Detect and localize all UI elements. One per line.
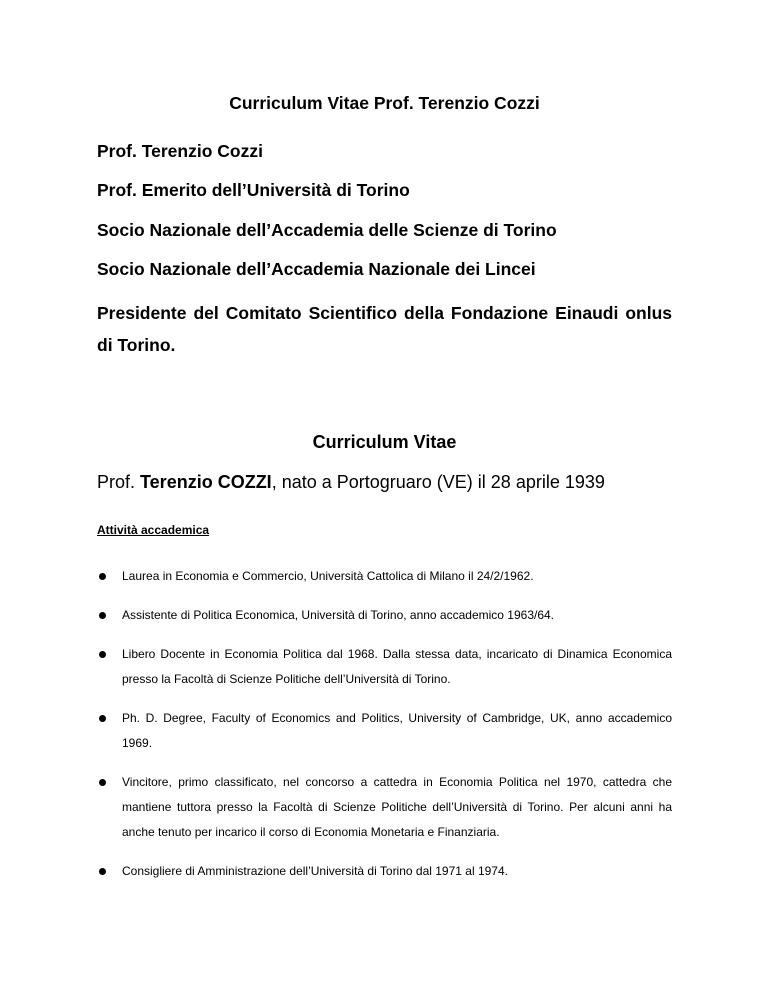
section-heading-attivita: Attività accademica	[97, 523, 210, 537]
birth-name: Terenzio COZZI	[140, 472, 272, 492]
document-title: Curriculum Vitae Prof. Terenzio Cozzi	[229, 93, 540, 113]
bullet-icon	[99, 573, 106, 580]
header-line-lincei: Socio Nazionale dell’Accademia Nazionale dei Lincei	[97, 259, 536, 279]
header-line-name: Prof. Terenzio Cozzi	[97, 141, 263, 161]
list-item-text: Consigliere di Amministrazione dell’Università di Torino dal 1971 al 1974.	[122, 864, 508, 878]
list-item-text: Assistente di Politica Economica, Università di Torino, anno accademico 1963/64.	[122, 608, 555, 622]
list-item	[97, 770, 672, 845]
list-item-text: Vincitore, primo classificato, nel concorso a cattedra in Economia Politica nel 1970, cattedra che mantiene tuttora presso la Facoltà di Scienze Politiche dell’Università di Torino. Per alcuni anni ha anche tenuto per incarico il corso di Economia Monetaria e Finanziaria.	[122, 775, 672, 839]
list-item	[97, 603, 672, 628]
birth-details: , nato a Portogruaro (VE) il 28 aprile 1939	[271, 472, 605, 492]
bullet-icon	[99, 715, 106, 722]
header-line-emeritus: Prof. Emerito dell’Università di Torino	[97, 180, 410, 200]
bullet-icon	[99, 612, 106, 619]
list-item-text: Laurea in Economia e Commercio, Università Cattolica di Milano il 24/2/1962.	[122, 569, 534, 583]
bullet-icon	[99, 868, 106, 875]
cv-heading	[97, 430, 672, 454]
header-line-accademia-scienze: Socio Nazionale dell’Accademia delle Scienze di Torino	[97, 220, 557, 240]
list-item	[97, 642, 672, 692]
list-item-text: Libero Docente in Economia Politica dal 1968. Dalla stessa data, incaricato di Dinamica Economica presso la Facoltà di Scienze Politiche dell’Università di Torino.	[122, 647, 672, 686]
bullet-icon	[99, 651, 106, 658]
list-item	[97, 706, 672, 756]
birth-prefix: Prof.	[97, 472, 141, 492]
birth-line	[97, 470, 672, 494]
cv-heading-text: Curriculum Vitae	[312, 432, 457, 452]
header-line-president: Presidente del Comitato Scientifico della Fondazione Einaudi onlus di Torino.	[97, 303, 672, 355]
list-item	[97, 564, 672, 589]
list-item-text: Ph. D. Degree, Faculty of Economics and Politics, University of Cambridge, UK, anno accademico 1969.	[122, 711, 672, 750]
academic-activity-list	[97, 564, 672, 898]
bullet-icon	[99, 779, 106, 786]
list-item	[97, 859, 672, 884]
